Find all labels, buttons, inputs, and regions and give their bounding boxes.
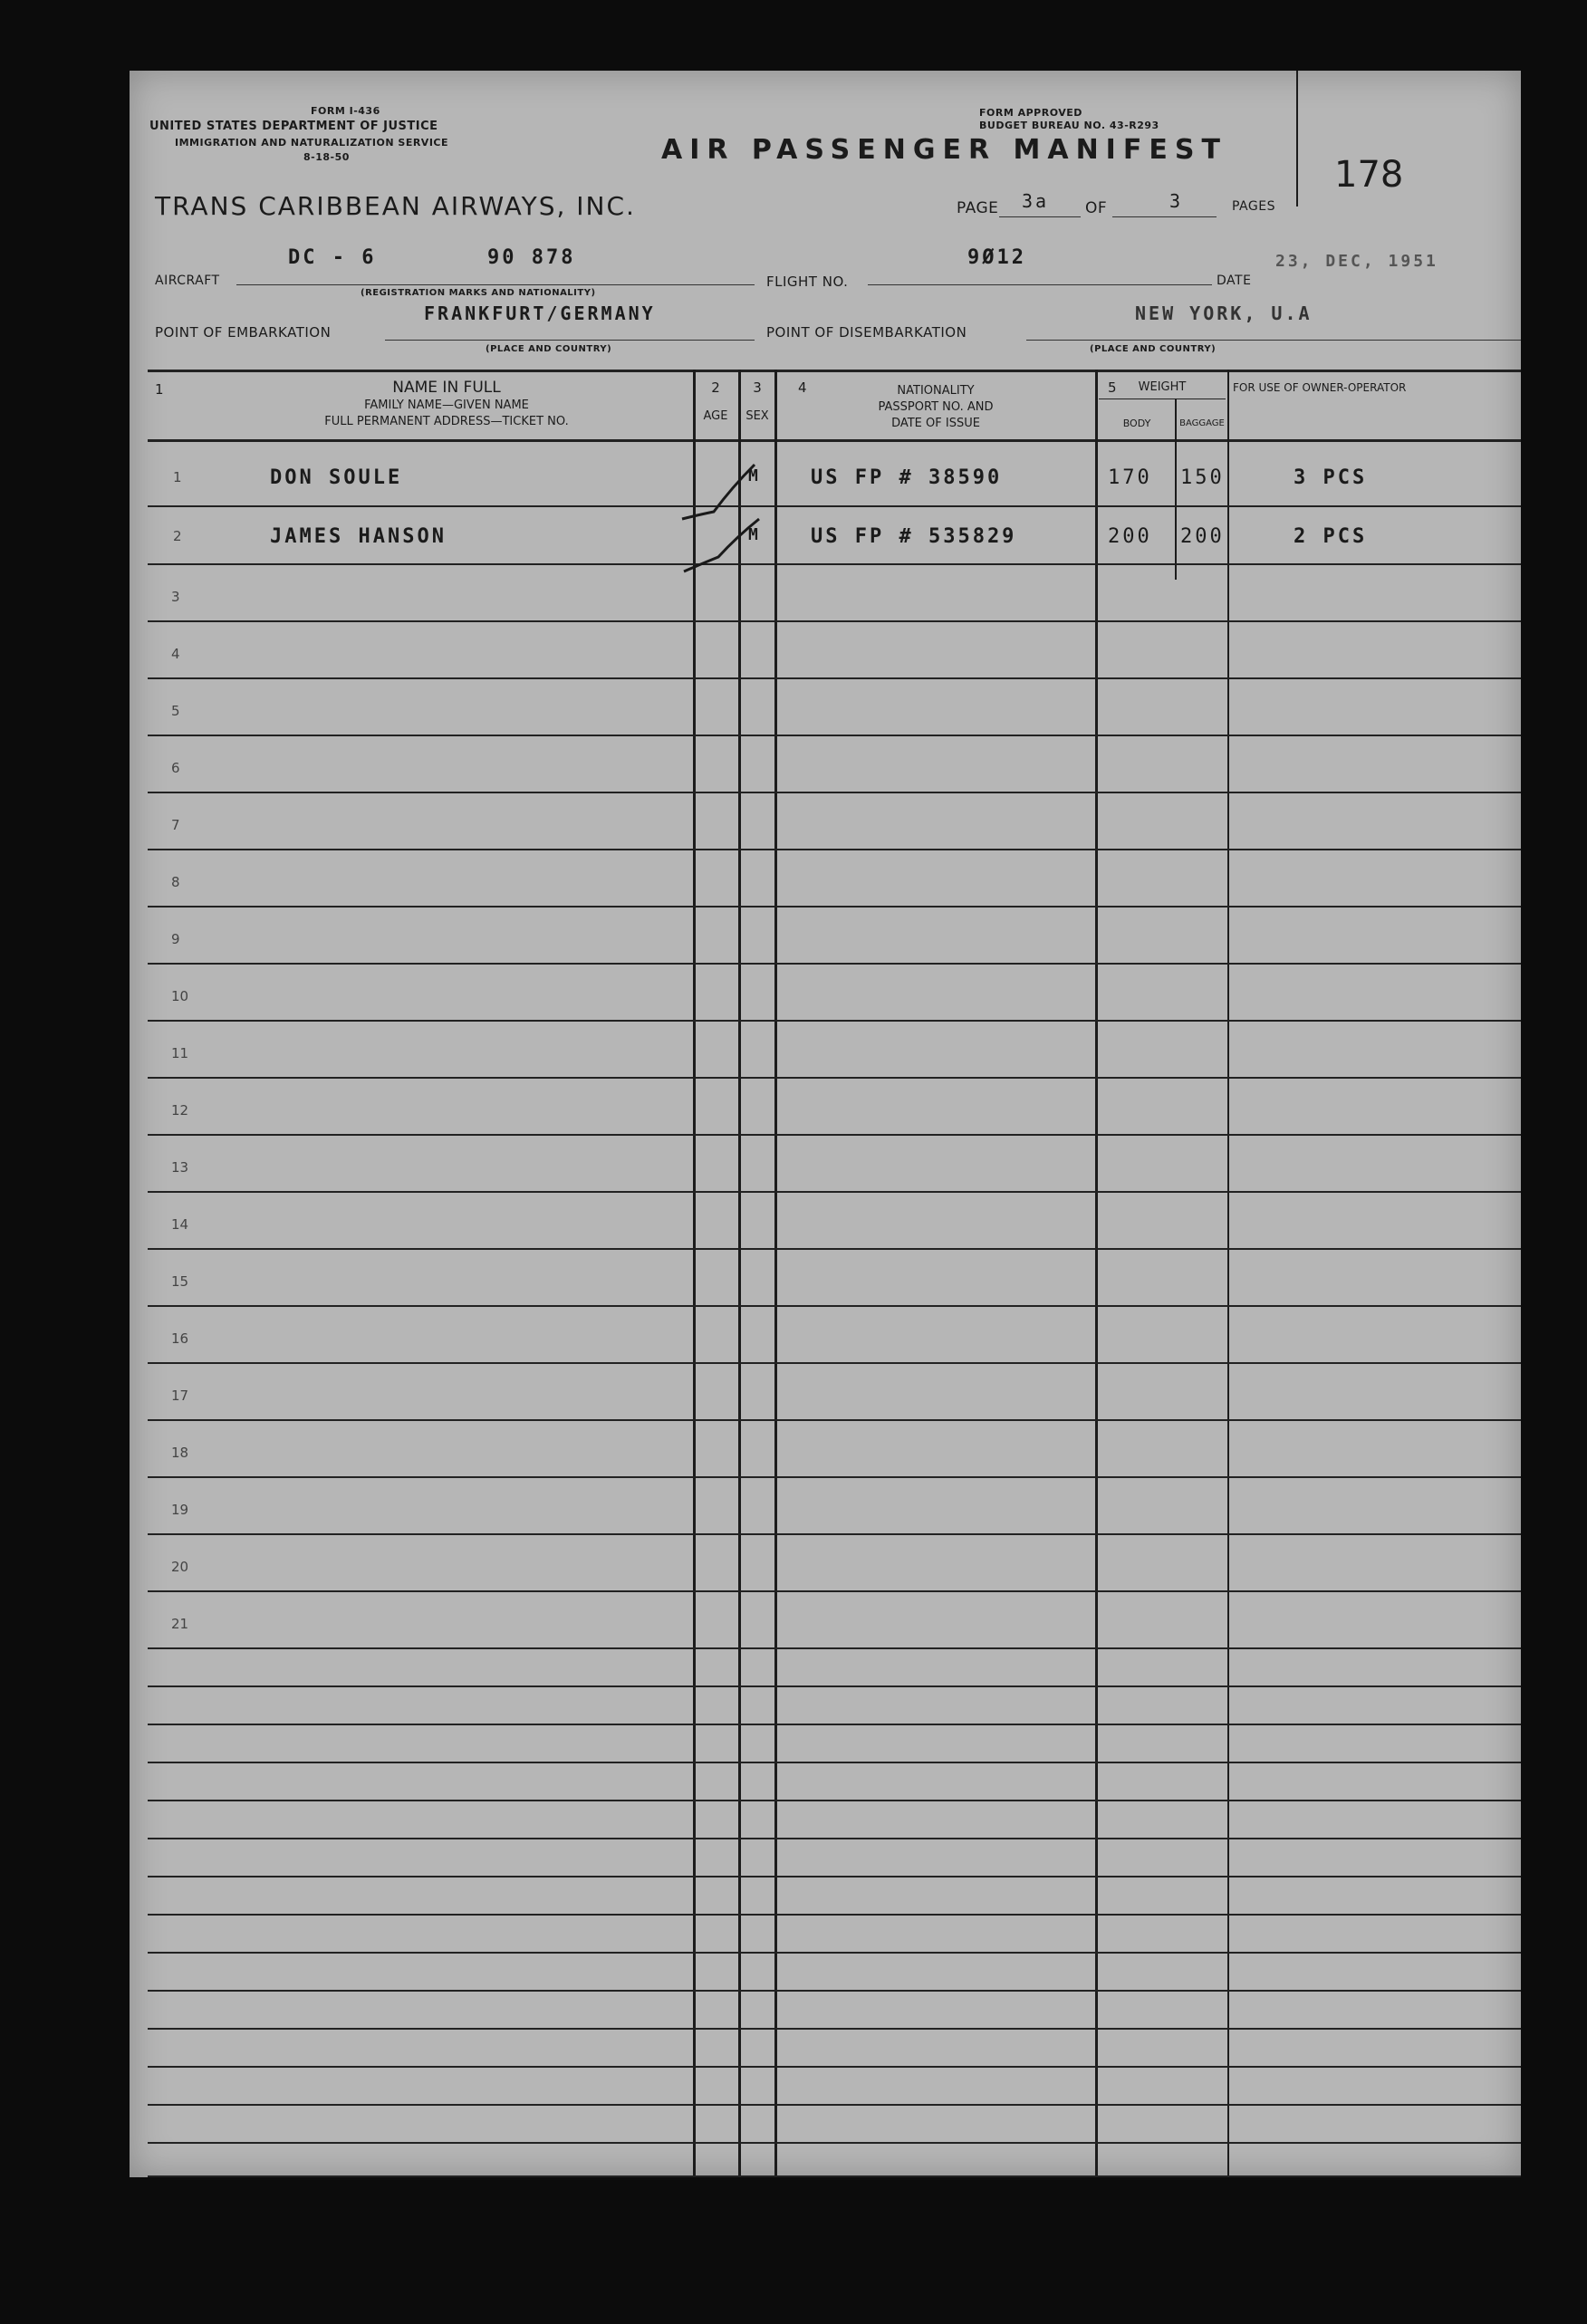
page-value: 3a [1022,190,1050,212]
col-line-sex-left [738,370,741,2177]
passenger-2-passport: US FP # 535829 [811,525,1017,548]
passenger-1-name: DON SOULE [270,466,403,489]
flight-label: FLIGHT NO. [766,274,849,290]
row-number-21: 21 [171,1616,189,1632]
row-divider [148,849,1521,850]
passenger-2-owner-note: 2 PCS [1294,525,1368,548]
row-divider [148,963,1521,965]
col6-title: FOR USE OF OWNER-OPERATOR [1233,381,1407,394]
row-divider [148,1419,1521,1421]
flight-number: 9Ø12 [967,246,1026,269]
col-line-nationality-left [774,370,777,2177]
row-number-10: 10 [171,988,189,1004]
row-number-4: 4 [171,646,180,662]
col1-sub2: FULL PERMANENT ADDRESS—TICKET NO. [324,415,569,428]
row-number-19: 19 [171,1502,189,1518]
col5-body: BODY [1122,418,1151,429]
col4-title1: NATIONALITY [897,384,975,398]
row-divider [148,677,1521,679]
row-divider [148,1914,1521,1916]
aircraft-underline [236,284,755,285]
col5-number: 5 [1108,379,1117,396]
of-underline [1112,216,1217,217]
form-number: FORM I-436 [311,105,380,117]
embarkation-caption: (PLACE AND COUNTRY) [486,344,612,354]
row-number-2: 2 [173,528,182,544]
page-underline [999,216,1081,217]
row-divider [148,2104,1521,2106]
row-number-15: 15 [171,1273,189,1290]
disembarkation-value: NEW YORK, U.A [1135,303,1313,324]
embarkation-value: FRANKFURT/GERMANY [424,303,656,324]
pages-label: PAGES [1232,199,1275,214]
row-number-6: 6 [171,760,180,776]
page-stamp-number: 178 [1334,154,1404,196]
row-divider [148,2066,1521,2068]
col-line-owner-left [1227,370,1229,2177]
row-number-9: 9 [171,931,180,947]
service-name: IMMIGRATION AND NATURALIZATION SERVICE [175,137,449,149]
row-number-8: 8 [171,874,180,890]
row-divider [148,735,1521,736]
page-label: PAGE [957,199,999,217]
row-divider [148,906,1521,908]
col2-number: 2 [711,379,720,396]
row-number-17: 17 [171,1388,189,1404]
of-value: 3 [1169,190,1184,212]
row-divider [148,1020,1521,1022]
disembarkation-label: POINT OF DISEMBARKATION [766,324,967,341]
age-checkmarks [664,456,773,573]
col3-title: SEX [745,409,769,423]
disembarkation-caption: (PLACE AND COUNTRY) [1090,344,1217,354]
row-number-14: 14 [171,1216,189,1233]
row-divider [148,1305,1521,1307]
table-header-border [148,439,1521,442]
col-line-age-left [693,370,696,2177]
row-number-1: 1 [173,469,182,485]
passenger-1-sex: M [748,466,761,485]
passenger-2-body-weight: 200 [1108,525,1152,548]
passenger-1-owner-note: 3 PCS [1294,466,1368,489]
row-divider [148,1248,1521,1250]
passenger-1-baggage-weight: 150 [1180,466,1225,489]
row-divider [148,1362,1521,1364]
budget-bureau-number: BUDGET BUREAU NO. 43-R293 [979,120,1159,131]
form-date-code: 8-18-50 [303,151,350,163]
col4-number: 4 [798,379,807,396]
row-number-7: 7 [171,817,180,833]
col1-sub1: FAMILY NAME—GIVEN NAME [364,399,529,412]
col5-title: WEIGHT [1138,380,1187,394]
col3-number: 3 [753,379,762,396]
row-divider [148,1762,1521,1763]
row-divider [148,1476,1521,1478]
aircraft-label: AIRCRAFT [155,274,220,288]
row-divider [148,620,1521,622]
row-number-5: 5 [171,703,180,719]
row-divider [148,1990,1521,1992]
row-divider [148,1647,1521,1649]
of-label: OF [1085,199,1108,217]
col-line-weight-mid [1175,399,1177,580]
row-divider [148,1590,1521,1592]
col5-baggage: BAGGAGE [1179,418,1225,428]
passenger-2-baggage-weight: 200 [1180,525,1225,548]
row-number-13: 13 [171,1159,189,1176]
row-divider-2 [148,563,1521,565]
row-number-3: 3 [171,589,180,605]
row-divider [148,1838,1521,1839]
row-divider [148,1685,1521,1687]
col4-title3: DATE OF ISSUE [891,417,980,430]
flight-underline [868,284,1212,285]
row-number-11: 11 [171,1045,189,1061]
row-divider [148,1800,1521,1801]
embarkation-underline [385,340,755,341]
row-divider [148,1724,1521,1725]
manifest-paper [130,71,1521,2177]
table-top-border [148,370,1521,372]
row-divider-1 [148,505,1521,507]
col2-title: AGE [703,409,728,423]
row-divider [148,792,1521,793]
row-divider [148,1191,1521,1193]
row-divider [148,1876,1521,1877]
passenger-2-sex: M [748,525,761,544]
row-divider [148,1952,1521,1954]
col1-title: NAME IN FULL [392,379,501,397]
form-title: AIR PASSENGER MANIFEST [661,134,1227,166]
aircraft-registration: 90 878 [487,246,576,269]
form-approved: FORM APPROVED [979,107,1082,119]
row-divider [148,1533,1521,1535]
col1-number: 1 [155,381,164,398]
row-divider [148,2028,1521,2030]
department-name: UNITED STATES DEPARTMENT OF JUSTICE [149,120,438,133]
row-number-12: 12 [171,1102,189,1119]
passenger-1-body-weight: 170 [1108,466,1152,489]
table-bottom-border [148,2175,1521,2177]
date-label: DATE [1217,274,1252,288]
aircraft-type: DC - 6 [288,246,377,269]
row-divider [148,2142,1521,2144]
aircraft-caption: (REGISTRATION MARKS AND NATIONALITY) [361,288,596,298]
row-number-20: 20 [171,1559,189,1575]
col4-title2: PASSPORT NO. AND [878,400,994,414]
row-number-18: 18 [171,1445,189,1461]
disembarkation-underline [1026,340,1521,341]
passenger-2-name: JAMES HANSON [270,525,447,548]
col-line-weight-left [1095,370,1098,2177]
row-divider [148,1077,1521,1079]
company-name: TRANS CARIBBEAN AIRWAYS, INC. [155,191,636,221]
stamp-divider [1296,71,1298,206]
date-value: 23, DEC, 1951 [1275,252,1438,271]
row-number-16: 16 [171,1330,189,1347]
passenger-1-passport: US FP # 38590 [811,466,1003,489]
embarkation-label: POINT OF EMBARKATION [155,324,332,341]
row-divider [148,1134,1521,1136]
